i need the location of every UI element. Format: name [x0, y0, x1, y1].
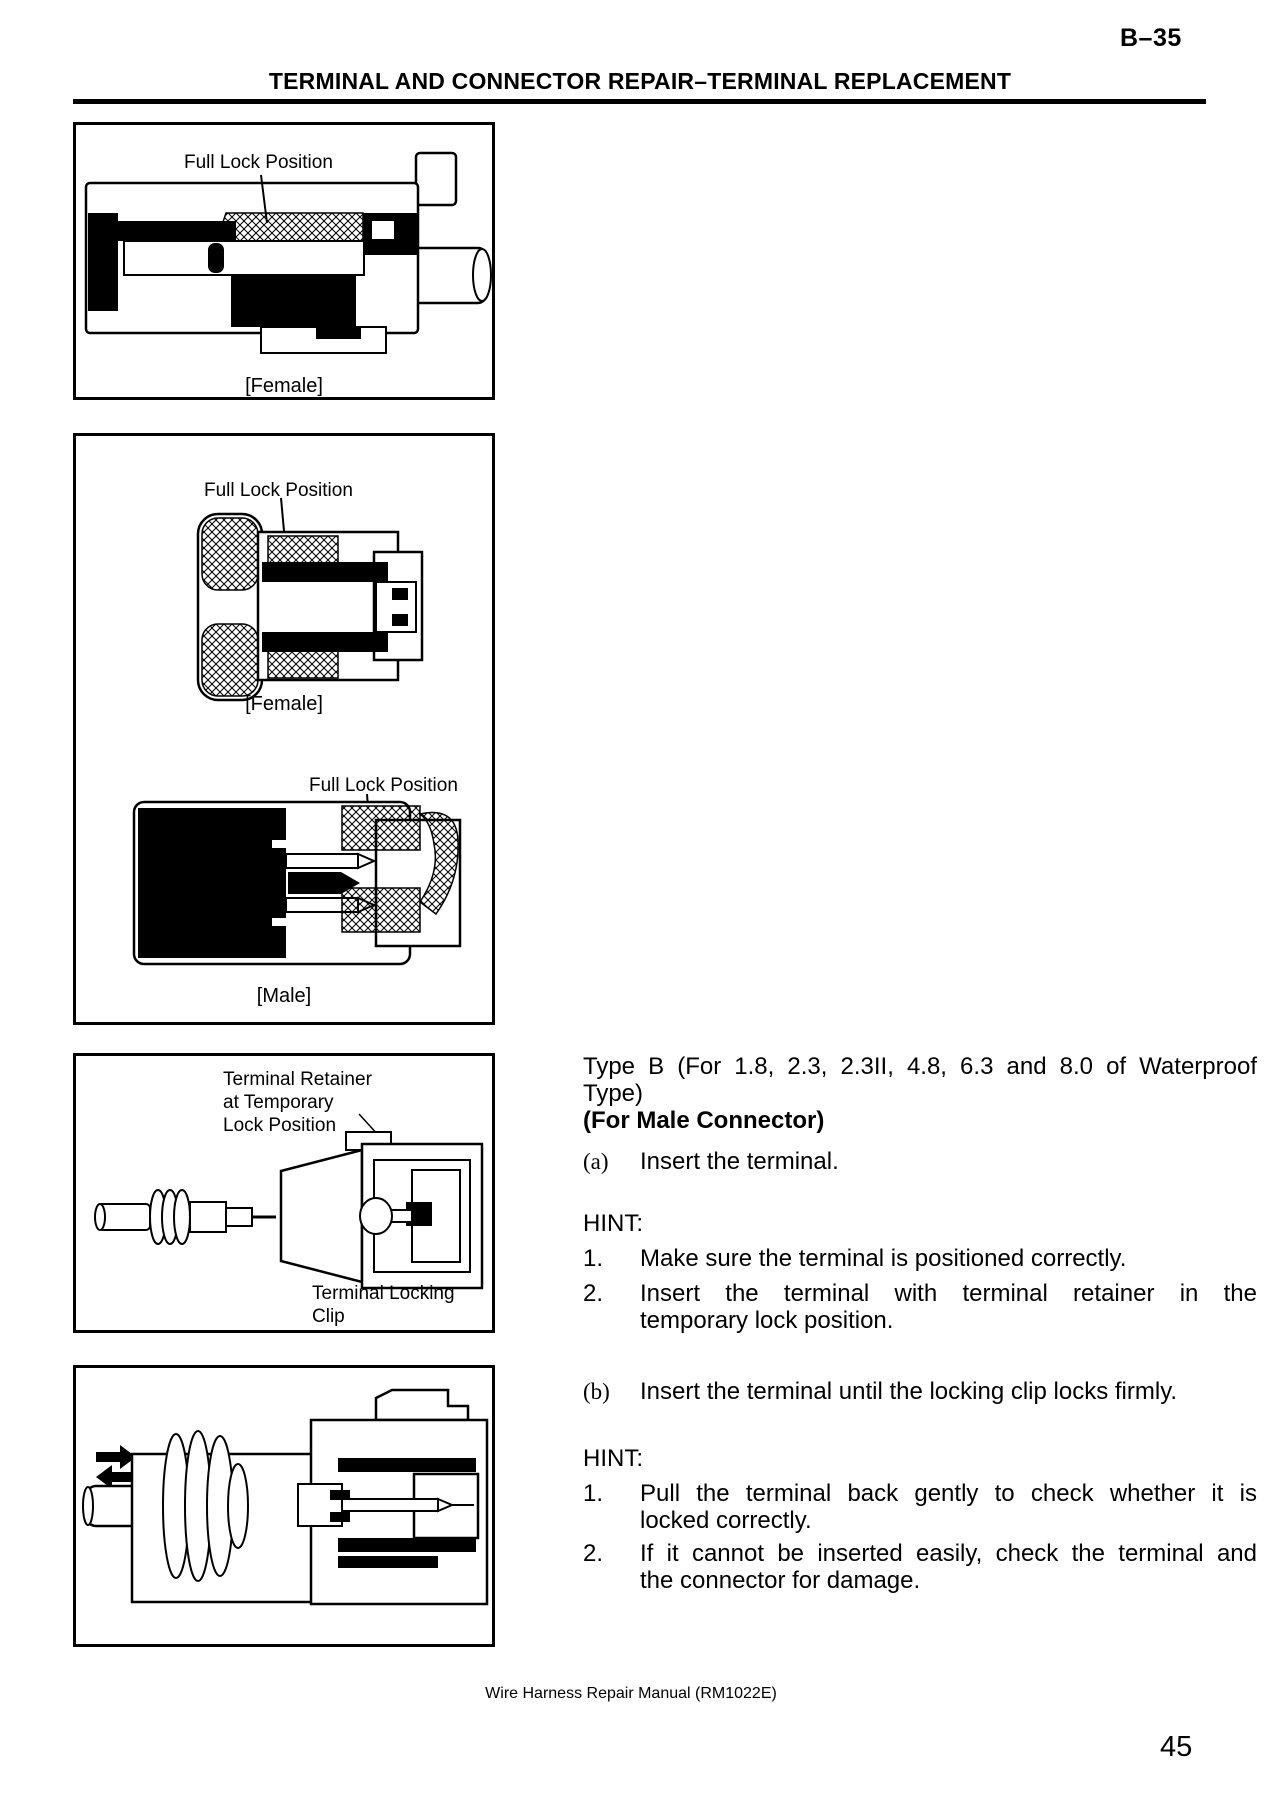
page-title: TERMINAL AND CONNECTOR REPAIR–TERMINAL REPLACEMENT — [268, 68, 1012, 94]
hint1-item2-number: 2. — [583, 1280, 604, 1307]
hint2-item1-line2: locked correctly. — [640, 1507, 812, 1534]
terminal-retainer-label-line3: Lock Position — [223, 1115, 337, 1136]
figure-caption: [Female] — [245, 375, 323, 397]
step-b — [583, 1378, 1257, 1405]
hint1-item2 — [583, 1280, 1257, 1334]
connector-housing — [83, 1390, 487, 1604]
hint2-item1-number: 1. — [583, 1480, 604, 1507]
hint2-item2-line1: If it cannot be inserted easily, check the terminal and — [640, 1540, 1257, 1567]
terminal-locking-clip-label-line2: Clip — [312, 1306, 345, 1327]
female-connector-round-type — [198, 498, 422, 700]
step-a-text: Insert the terminal. — [640, 1148, 839, 1175]
terminal-with-wire — [95, 1190, 276, 1244]
terminal-locking-clip-label-line1: Terminal Locking — [312, 1283, 455, 1304]
hint1-item1-number: 1. — [583, 1245, 604, 1272]
hint-label: HINT: — [583, 1210, 643, 1237]
male-terminal-pin — [286, 854, 358, 868]
full-lock-position-label: Full Lock Position — [184, 152, 333, 173]
title-rule — [73, 99, 1206, 104]
full-lock-position-label: Full Lock Position — [204, 480, 353, 501]
terminal-retainer-label-line2: at Temporary — [223, 1092, 334, 1113]
wire-end — [473, 249, 491, 301]
hint1-item1-text: Make sure the terminal is positioned correctly. — [640, 1245, 1127, 1272]
male-connector-cross-section — [134, 794, 460, 964]
subheading-male-connector: (For Male Connector) — [583, 1107, 825, 1134]
full-lock-hatched-region — [268, 536, 338, 578]
female-and-male-connector-diagrams — [76, 436, 492, 1022]
figure-box-female-inline — [73, 122, 495, 400]
hint2-item1-line1: Pull the terminal back gently to check whether it is — [640, 1480, 1257, 1507]
figure-box-inserted-terminal — [73, 1365, 495, 1647]
type-heading-line2: Type) — [583, 1080, 644, 1107]
lock-tab — [376, 1390, 468, 1420]
hint-label: HINT: — [583, 1445, 643, 1472]
manual-name-footer: Wire Harness Repair Manual (RM1022E) — [485, 1685, 777, 1702]
full-lock-position-label: Full Lock Position — [309, 775, 458, 796]
terminal-retainer-label — [223, 1068, 372, 1137]
locking-lance — [208, 243, 224, 273]
hint1-item1 — [583, 1245, 1257, 1272]
figure-caption: [Male] — [256, 985, 312, 1007]
housing-black-section — [138, 808, 286, 958]
hint2-item2-line2: the connector for damage. — [640, 1567, 921, 1594]
figure-box-terminal-insertion — [73, 1053, 495, 1333]
figure-box-female-and-male — [73, 433, 495, 1025]
terminal-pin — [342, 1499, 438, 1511]
type-heading-line1: Type B (For 1.8, 2.3, 2.3II, 4.8, 6.3 and 8.0 of Waterproof — [583, 1053, 1257, 1080]
hint1-item2-line2: temporary lock position. — [640, 1307, 894, 1334]
step-a-marker: (a) — [583, 1149, 609, 1174]
step-b-marker: (b) — [583, 1379, 610, 1404]
terminal-retainer-label-line1: Terminal Retainer — [223, 1069, 372, 1090]
inserted-terminal-diagram — [76, 1368, 492, 1644]
step-a — [583, 1148, 1257, 1175]
hint2-item2-number: 2. — [583, 1540, 604, 1567]
full-lock-hatched-region — [342, 806, 420, 850]
page-code: B–35 — [1120, 24, 1182, 52]
terminal-cavity — [124, 241, 364, 275]
hint2-item2 — [583, 1540, 1257, 1594]
hint1-item2-line1: Insert the terminal with terminal retainer in the — [640, 1280, 1257, 1307]
type-heading — [583, 1053, 1257, 1107]
push-arrow-icon — [96, 1445, 136, 1469]
step-b-text: Insert the terminal until the locking clip locks firmly. — [640, 1378, 1178, 1405]
hint2-item1 — [583, 1480, 1257, 1534]
page-number: 45 — [1160, 1731, 1193, 1763]
terminal-locking-clip-label — [312, 1282, 455, 1328]
connector-housing — [281, 1132, 482, 1288]
figure-caption: [Female] — [245, 693, 323, 715]
